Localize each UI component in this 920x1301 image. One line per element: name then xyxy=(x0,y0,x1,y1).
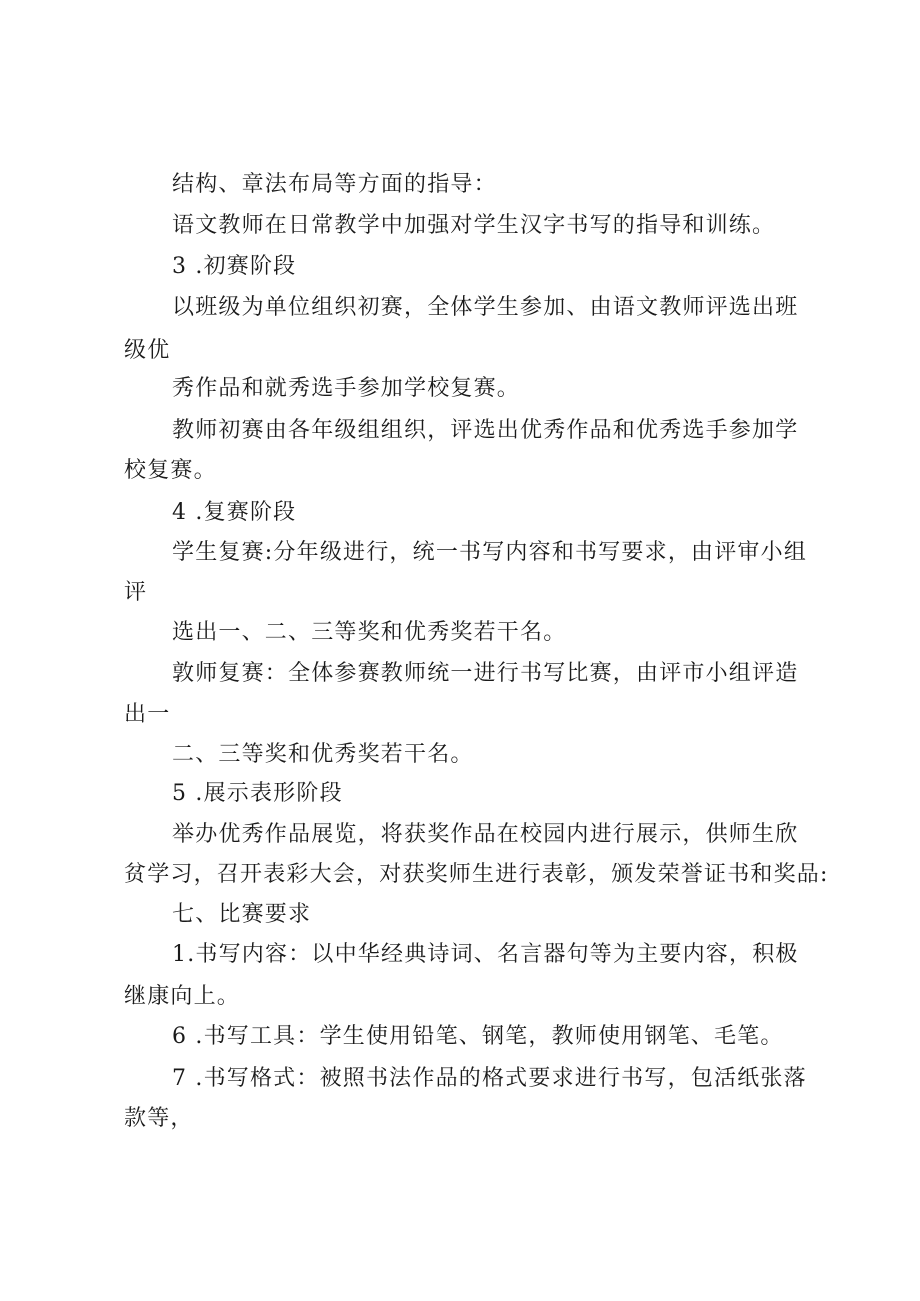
paragraph-line: 级优 xyxy=(124,338,171,363)
paragraph-line: 贫学习，召开表彩大会，对获奖师生进行表彰，颁发荣誉证书和奖品: xyxy=(124,862,829,887)
section-heading: 七、比赛要求 xyxy=(172,902,312,927)
paragraph-line: 款等， xyxy=(124,1106,194,1131)
section-heading: 3 .初赛阶段 xyxy=(172,254,297,279)
section-heading: 5 .展示表形阶段 xyxy=(172,781,343,806)
paragraph-line: 结构、章法布局等方面的指导： xyxy=(172,172,497,197)
paragraph-line: 语文教师在日常教学中加强对学生汉字书写的指导和训练。 xyxy=(172,213,776,238)
paragraph-line: 评 xyxy=(124,580,148,605)
paragraph-line: 学生复赛:分年级进行，统一书写内容和书写要求，由评审小组 xyxy=(172,540,808,565)
paragraph-line: 校复赛。 xyxy=(124,458,217,483)
paragraph-line: 1.书写内容：以中华经典诗词、名言器句等为主要内容，积极 xyxy=(172,942,799,967)
paragraph-line: 敦师复赛：全体参赛教师统一进行书写比赛，由评市小组评造 xyxy=(172,661,799,686)
paragraph-line: 二、三等奖和优秀奖若干名。 xyxy=(172,742,474,767)
paragraph-line: 以班级为单位组织初赛，全体学生参加、由语文教师评选出班 xyxy=(172,295,799,320)
paragraph-line: 继康向上。 xyxy=(124,984,241,1009)
paragraph-line: 秀作品和就秀选手参加学校复赛。 xyxy=(172,376,521,401)
paragraph-line: 6 .书写工具：学生使用铅笔、钢笔，教师使用钢笔、毛笔。 xyxy=(172,1024,784,1049)
paragraph-line: 出一 xyxy=(124,702,171,727)
paragraph-line: 教师初赛由各年级组组织，评选出优秀作品和优秀选手参加学 xyxy=(172,418,799,443)
paragraph-line: 7 .书写格式：被照书法作品的格式要求进行书写，包活纸张落 xyxy=(172,1066,807,1091)
paragraph-line: 选出一、二、三等奖和优秀奖若干名。 xyxy=(172,620,567,645)
section-heading: 4 .复赛阶段 xyxy=(172,500,297,525)
paragraph-line: 举办优秀作品展览，将获奖作品在校园内进行展示，供师生欣 xyxy=(172,822,799,847)
